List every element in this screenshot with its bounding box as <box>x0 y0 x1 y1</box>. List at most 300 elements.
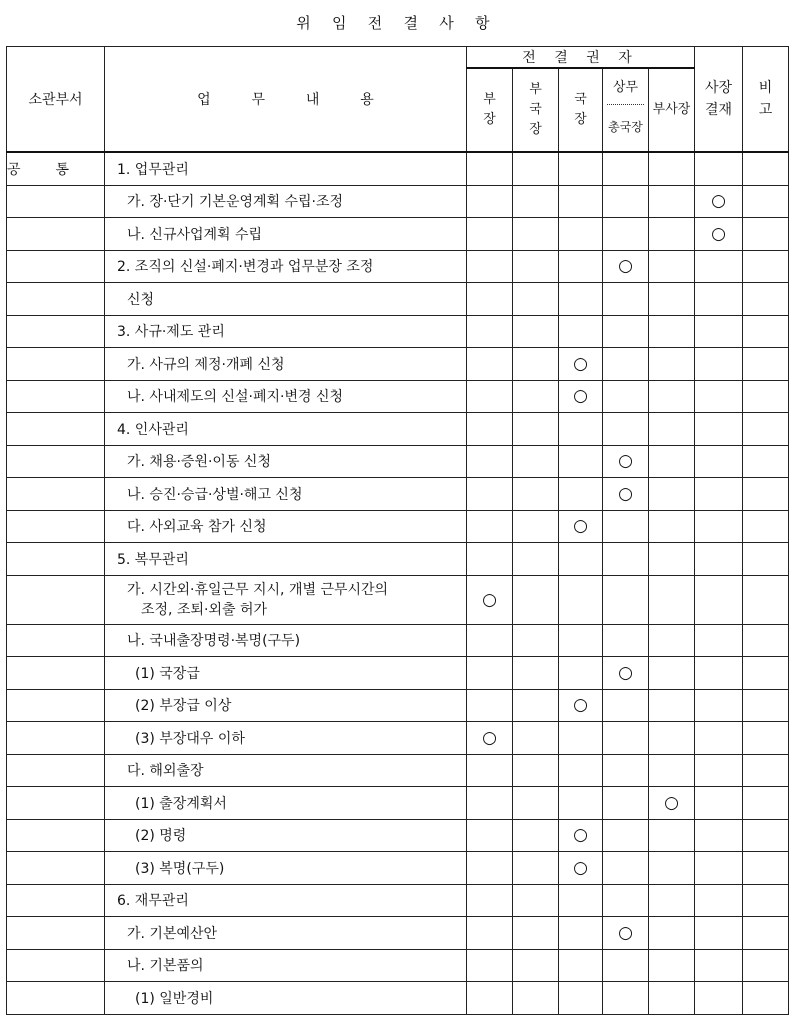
mark-cell-ceo <box>695 884 743 917</box>
content-text: 나. 사내제도의 신설·폐지·변경 신청 <box>127 389 344 406</box>
mark-cell-ceo <box>695 575 743 624</box>
mark-cell-director <box>559 884 603 917</box>
mark-cell-director <box>559 819 603 852</box>
mark-cell-vice-president <box>649 152 695 185</box>
mark-cell-deputy-director <box>513 315 559 348</box>
mark-cell-note <box>743 250 789 283</box>
mark-cell-ceo <box>695 722 743 755</box>
mark-cell-deputy-director <box>513 949 559 982</box>
dept-cell <box>7 917 105 950</box>
mark-cell-note <box>743 380 789 413</box>
table-row <box>7 380 789 413</box>
mark-cell-director <box>559 543 603 576</box>
header-executive-bottom: 총국장 <box>608 119 643 134</box>
mark-cell-manager <box>467 982 513 1015</box>
mark-cell-director <box>559 185 603 218</box>
content-cell <box>105 624 467 657</box>
mark-cell-ceo <box>695 218 743 251</box>
mark-cell-deputy-director <box>513 218 559 251</box>
mark-cell-executive <box>603 413 649 446</box>
header-ceo <box>695 47 743 153</box>
mark-cell-deputy-director <box>513 152 559 185</box>
mark-cell-executive <box>603 478 649 511</box>
approval-circle-icon: ○ <box>664 792 679 813</box>
mark-cell-deputy-director <box>513 185 559 218</box>
content-text: 가. 기본예산안 <box>127 925 218 942</box>
mark-cell-vice-president <box>649 283 695 316</box>
mark-cell-vice-president <box>649 543 695 576</box>
mark-cell-deputy-director <box>513 819 559 852</box>
mark-cell-executive <box>603 982 649 1015</box>
table-row <box>7 852 789 885</box>
content-text: (2) 부장급 이상 <box>135 698 232 715</box>
mark-cell-vice-president <box>649 348 695 381</box>
approval-circle-icon: ○ <box>618 662 633 683</box>
content-text: 6. 재무관리 <box>117 893 189 910</box>
mark-cell-note <box>743 575 789 624</box>
dept-cell <box>7 884 105 917</box>
content-cell <box>105 185 467 218</box>
mark-cell-deputy-director <box>513 250 559 283</box>
mark-cell-executive <box>603 510 649 543</box>
dept-cell <box>7 543 105 576</box>
mark-cell-manager <box>467 624 513 657</box>
mark-cell-vice-president <box>649 689 695 722</box>
mark-cell-ceo <box>695 754 743 787</box>
header-content <box>105 47 467 153</box>
table-row <box>7 413 789 446</box>
dept-cell <box>7 949 105 982</box>
header-note <box>743 47 789 153</box>
mark-cell-note <box>743 657 789 690</box>
approval-circle-icon: ○ <box>573 516 588 537</box>
content-cell <box>105 949 467 982</box>
approval-circle-icon: ○ <box>618 922 633 943</box>
mark-cell-manager <box>467 754 513 787</box>
header-director <box>559 68 603 152</box>
mark-cell-executive <box>603 250 649 283</box>
mark-cell-note <box>743 510 789 543</box>
mark-cell-executive <box>603 819 649 852</box>
mark-cell-deputy-director <box>513 624 559 657</box>
content-cell <box>105 152 467 185</box>
content-cell <box>105 413 467 446</box>
dept-cell <box>7 250 105 283</box>
table-row <box>7 754 789 787</box>
content-text: 나. 기본품의 <box>127 958 204 975</box>
mark-cell-director <box>559 657 603 690</box>
content-text: 나. 신규사업계획 수립 <box>127 226 263 243</box>
header-ceo-label: 사장 결재 <box>705 80 733 118</box>
mark-cell-director <box>559 787 603 820</box>
mark-cell-ceo <box>695 250 743 283</box>
table-row <box>7 152 789 185</box>
mark-cell-executive <box>603 348 649 381</box>
mark-cell-executive <box>603 152 649 185</box>
table-row <box>7 445 789 478</box>
mark-cell-director <box>559 315 603 348</box>
dept-cell <box>7 478 105 511</box>
mark-cell-deputy-director <box>513 917 559 950</box>
mark-cell-deputy-director <box>513 575 559 624</box>
mark-cell-ceo <box>695 152 743 185</box>
mark-cell-note <box>743 218 789 251</box>
approval-circle-icon: ○ <box>618 483 633 504</box>
content-text: 2. 조직의 신설·폐지·변경과 업무분장 조정 <box>117 259 374 276</box>
mark-cell-manager <box>467 283 513 316</box>
mark-cell-director <box>559 754 603 787</box>
dept-cell <box>7 689 105 722</box>
mark-cell-executive <box>603 624 649 657</box>
mark-cell-director <box>559 478 603 511</box>
content-cell <box>105 445 467 478</box>
mark-cell-ceo <box>695 413 743 446</box>
content-text: (3) 복명(구두) <box>135 860 225 877</box>
dept-cell <box>7 982 105 1015</box>
content-text: 나. 국내출장명령·복명(구두) <box>127 633 301 650</box>
mark-cell-vice-president <box>649 884 695 917</box>
mark-cell-deputy-director <box>513 722 559 755</box>
mark-cell-manager <box>467 722 513 755</box>
content-cell <box>105 852 467 885</box>
mark-cell-director <box>559 152 603 185</box>
table-row <box>7 657 789 690</box>
mark-cell-ceo <box>695 445 743 478</box>
mark-cell-vice-president <box>649 510 695 543</box>
content-text-continued: 조정, 조퇴·외출 허가 <box>141 601 267 618</box>
mark-cell-ceo <box>695 380 743 413</box>
content-cell <box>105 787 467 820</box>
mark-cell-manager <box>467 152 513 185</box>
mark-cell-manager <box>467 478 513 511</box>
mark-cell-vice-president <box>649 413 695 446</box>
content-text: 나. 승진·승급·상벌·해고 신청 <box>127 486 303 503</box>
content-text: (1) 일반경비 <box>135 990 214 1007</box>
header-manager-label: 부 장 <box>483 92 496 127</box>
table-header <box>7 47 789 153</box>
content-cell <box>105 754 467 787</box>
mark-cell-note <box>743 478 789 511</box>
mark-cell-director <box>559 283 603 316</box>
mark-cell-ceo <box>695 819 743 852</box>
dept-cell <box>7 624 105 657</box>
approval-circle-icon: ○ <box>573 386 588 407</box>
mark-cell-executive <box>603 722 649 755</box>
content-text: 3. 사규·제도 관리 <box>117 324 225 341</box>
mark-cell-ceo <box>695 624 743 657</box>
mark-cell-vice-president <box>649 218 695 251</box>
dept-cell <box>7 722 105 755</box>
mark-cell-note <box>743 152 789 185</box>
mark-cell-director <box>559 510 603 543</box>
approval-circle-icon: ○ <box>482 589 497 610</box>
mark-cell-vice-president <box>649 982 695 1015</box>
content-text: 신청 <box>127 291 155 308</box>
mark-cell-ceo <box>695 917 743 950</box>
content-cell <box>105 917 467 950</box>
mark-cell-ceo <box>695 510 743 543</box>
content-text: (1) 출장계획서 <box>135 795 227 812</box>
mark-cell-manager <box>467 787 513 820</box>
table-row <box>7 283 789 316</box>
content-cell <box>105 478 467 511</box>
header-deputy-director <box>513 68 559 152</box>
mark-cell-director <box>559 949 603 982</box>
content-cell <box>105 543 467 576</box>
approval-circle-icon: ○ <box>711 223 726 244</box>
mark-cell-executive <box>603 754 649 787</box>
content-text: 5. 복무관리 <box>117 551 189 568</box>
mark-cell-note <box>743 884 789 917</box>
dept-cell <box>7 315 105 348</box>
mark-cell-executive <box>603 657 649 690</box>
dept-cell <box>7 510 105 543</box>
header-deputy-director-label: 부 국 장 <box>529 82 542 137</box>
mark-cell-vice-president <box>649 575 695 624</box>
content-cell <box>105 689 467 722</box>
mark-cell-ceo <box>695 657 743 690</box>
header-vice-president: 부사장 <box>649 68 695 152</box>
mark-cell-note <box>743 917 789 950</box>
mark-cell-ceo <box>695 478 743 511</box>
table-row <box>7 884 789 917</box>
table-row <box>7 819 789 852</box>
mark-cell-note <box>743 722 789 755</box>
approval-circle-icon: ○ <box>618 451 633 472</box>
mark-cell-deputy-director <box>513 478 559 511</box>
mark-cell-vice-president <box>649 754 695 787</box>
mark-cell-executive <box>603 185 649 218</box>
mark-cell-manager <box>467 315 513 348</box>
dept-cell <box>7 185 105 218</box>
content-text: 다. 사외교육 참가 신청 <box>127 519 267 536</box>
mark-cell-ceo <box>695 185 743 218</box>
mark-cell-note <box>743 624 789 657</box>
mark-cell-executive <box>603 445 649 478</box>
mark-cell-deputy-director <box>513 689 559 722</box>
mark-cell-vice-president <box>649 787 695 820</box>
table-row <box>7 543 789 576</box>
mark-cell-deputy-director <box>513 510 559 543</box>
table-row <box>7 722 789 755</box>
mark-cell-vice-president <box>649 917 695 950</box>
mark-cell-vice-president <box>649 624 695 657</box>
mark-cell-vice-president <box>649 657 695 690</box>
mark-cell-manager <box>467 510 513 543</box>
table-row <box>7 185 789 218</box>
table-row <box>7 787 789 820</box>
mark-cell-deputy-director <box>513 348 559 381</box>
dept-cell <box>7 852 105 885</box>
mark-cell-director <box>559 348 603 381</box>
mark-cell-deputy-director <box>513 787 559 820</box>
mark-cell-vice-president <box>649 722 695 755</box>
table-row <box>7 348 789 381</box>
dept-cell <box>7 218 105 251</box>
content-cell <box>105 250 467 283</box>
header-executive <box>603 68 649 152</box>
table-row <box>7 478 789 511</box>
approval-circle-icon: ○ <box>573 857 588 878</box>
mark-cell-manager <box>467 689 513 722</box>
content-text: (2) 명령 <box>135 828 187 845</box>
mark-cell-executive <box>603 283 649 316</box>
approval-circle-icon: ○ <box>711 191 726 212</box>
mark-cell-note <box>743 982 789 1015</box>
mark-cell-vice-president <box>649 819 695 852</box>
table-row <box>7 510 789 543</box>
mark-cell-note <box>743 348 789 381</box>
mark-cell-vice-president <box>649 185 695 218</box>
table-row <box>7 575 789 624</box>
mark-cell-manager <box>467 218 513 251</box>
mark-cell-director <box>559 722 603 755</box>
content-cell <box>105 575 467 624</box>
table-row <box>7 689 789 722</box>
mark-cell-ceo <box>695 689 743 722</box>
table-row <box>7 315 789 348</box>
mark-cell-deputy-director <box>513 283 559 316</box>
mark-cell-note <box>743 689 789 722</box>
approval-circle-icon: ○ <box>573 695 588 716</box>
content-cell <box>105 283 467 316</box>
mark-cell-director <box>559 218 603 251</box>
mark-cell-deputy-director <box>513 543 559 576</box>
mark-cell-executive <box>603 218 649 251</box>
mark-cell-note <box>743 445 789 478</box>
delegation-table <box>6 46 789 1015</box>
mark-cell-note <box>743 185 789 218</box>
mark-cell-ceo <box>695 348 743 381</box>
table-row <box>7 982 789 1015</box>
mark-cell-manager <box>467 380 513 413</box>
header-approval-group: 전 결 권 자 <box>467 47 695 69</box>
content-cell <box>105 315 467 348</box>
mark-cell-note <box>743 852 789 885</box>
mark-cell-note <box>743 315 789 348</box>
mark-cell-deputy-director <box>513 754 559 787</box>
mark-cell-executive <box>603 852 649 885</box>
dept-cell <box>7 413 105 446</box>
mark-cell-director <box>559 575 603 624</box>
mark-cell-note <box>743 787 789 820</box>
dept-label: 공 통 <box>7 161 69 178</box>
mark-cell-manager <box>467 445 513 478</box>
mark-cell-manager <box>467 884 513 917</box>
dept-cell <box>7 754 105 787</box>
mark-cell-deputy-director <box>513 380 559 413</box>
content-cell <box>105 218 467 251</box>
mark-cell-vice-president <box>649 445 695 478</box>
mark-cell-ceo <box>695 543 743 576</box>
content-cell <box>105 819 467 852</box>
table-row <box>7 624 789 657</box>
header-note-label: 비 고 <box>758 80 773 118</box>
content-text: 가. 시간외·휴일근무 지시, 개별 근무시간의 <box>127 581 389 598</box>
content-text: (1) 국장급 <box>135 665 200 682</box>
header-dept: 소관부서 <box>7 47 105 153</box>
dept-cell <box>7 283 105 316</box>
mark-cell-ceo <box>695 315 743 348</box>
content-cell <box>105 348 467 381</box>
table-row <box>7 949 789 982</box>
mark-cell-note <box>743 754 789 787</box>
mark-cell-director <box>559 380 603 413</box>
dept-cell <box>7 445 105 478</box>
dept-cell <box>7 152 105 185</box>
content-cell <box>105 884 467 917</box>
content-text: (3) 부장대우 이하 <box>135 730 245 747</box>
mark-cell-manager <box>467 413 513 446</box>
mark-cell-vice-president <box>649 949 695 982</box>
mark-cell-ceo <box>695 982 743 1015</box>
approval-circle-icon: ○ <box>482 727 497 748</box>
mark-cell-vice-president <box>649 315 695 348</box>
mark-cell-vice-president <box>649 380 695 413</box>
content-cell <box>105 510 467 543</box>
approval-circle-icon: ○ <box>573 825 588 846</box>
approval-circle-icon: ○ <box>573 353 588 374</box>
table-row <box>7 917 789 950</box>
content-text: 다. 해외출장 <box>127 763 204 780</box>
mark-cell-director <box>559 982 603 1015</box>
mark-cell-manager <box>467 819 513 852</box>
mark-cell-director <box>559 624 603 657</box>
mark-cell-note <box>743 413 789 446</box>
mark-cell-director <box>559 917 603 950</box>
content-cell <box>105 982 467 1015</box>
mark-cell-executive <box>603 380 649 413</box>
content-text: 4. 인사관리 <box>117 421 189 438</box>
table-body <box>7 152 789 1014</box>
mark-cell-manager <box>467 949 513 982</box>
table-row <box>7 218 789 251</box>
mark-cell-deputy-director <box>513 852 559 885</box>
mark-cell-executive <box>603 787 649 820</box>
dept-cell <box>7 657 105 690</box>
dept-cell <box>7 380 105 413</box>
content-text: 1. 업무관리 <box>117 161 189 178</box>
mark-cell-director <box>559 445 603 478</box>
mark-cell-executive <box>603 543 649 576</box>
approval-circle-icon: ○ <box>618 256 633 277</box>
dept-cell <box>7 575 105 624</box>
mark-cell-ceo <box>695 283 743 316</box>
mark-cell-manager <box>467 543 513 576</box>
mark-cell-ceo <box>695 787 743 820</box>
mark-cell-deputy-director <box>513 657 559 690</box>
content-text: 가. 장·단기 기본운영계획 수립·조정 <box>127 194 344 211</box>
mark-cell-note <box>743 283 789 316</box>
table-row <box>7 250 789 283</box>
mark-cell-ceo <box>695 852 743 885</box>
header-director-label: 국 장 <box>574 92 587 127</box>
mark-cell-note <box>743 819 789 852</box>
mark-cell-executive <box>603 917 649 950</box>
mark-cell-vice-president <box>649 478 695 511</box>
mark-cell-manager <box>467 185 513 218</box>
mark-cell-manager <box>467 250 513 283</box>
mark-cell-deputy-director <box>513 413 559 446</box>
header-executive-top: 상무 <box>607 72 644 105</box>
content-cell <box>105 657 467 690</box>
mark-cell-vice-president <box>649 250 695 283</box>
mark-cell-executive <box>603 575 649 624</box>
dept-cell <box>7 819 105 852</box>
dept-cell <box>7 348 105 381</box>
mark-cell-vice-president <box>649 852 695 885</box>
content-cell <box>105 380 467 413</box>
